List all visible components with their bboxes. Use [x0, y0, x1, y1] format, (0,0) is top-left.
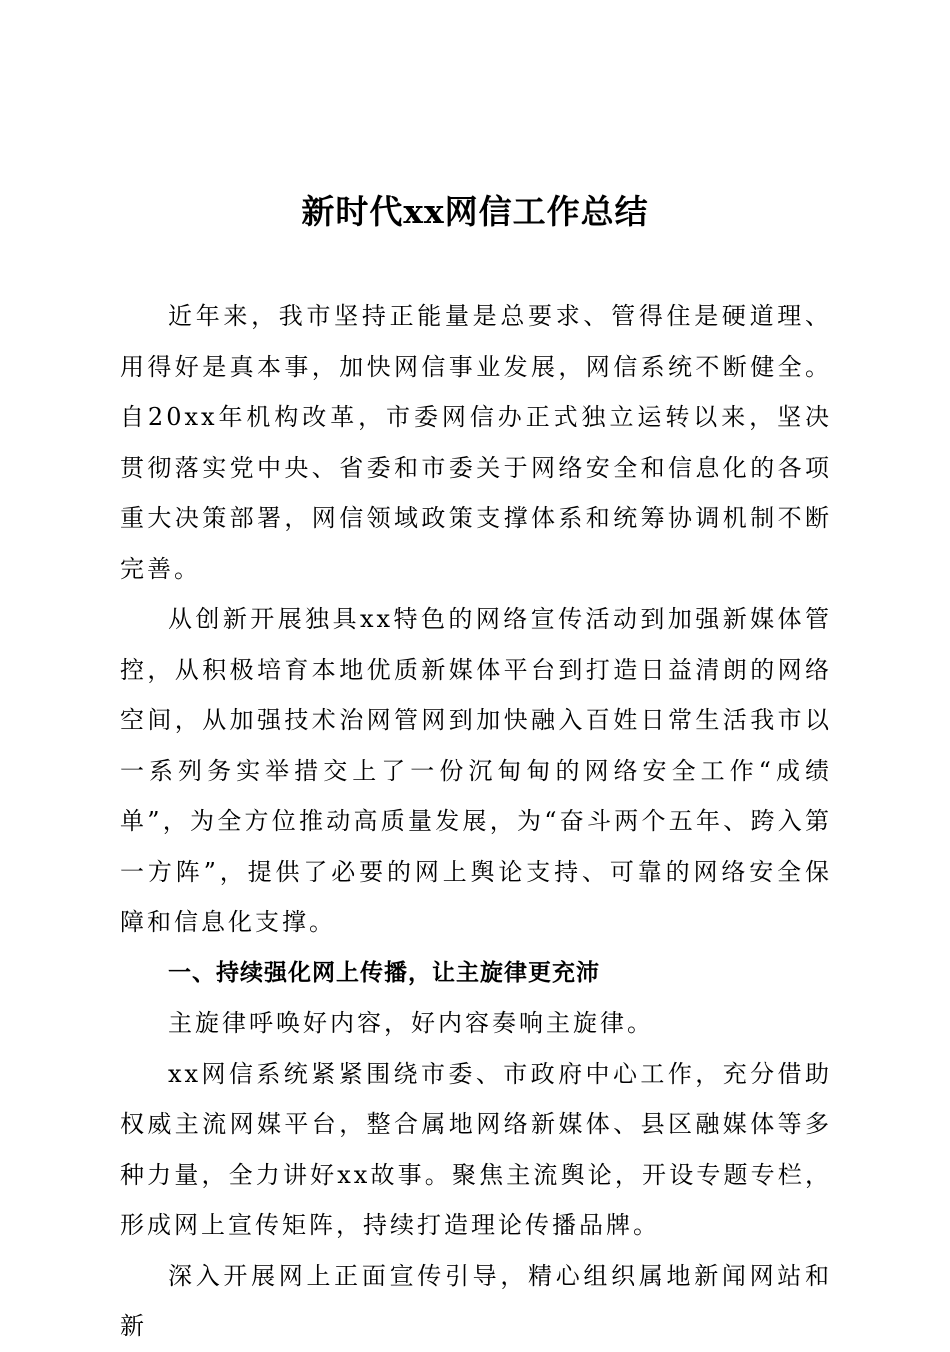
- intro-paragraph-1: 近年来，我市坚持正能量是总要求、管得住是硬道理、用得好是真本事，加快网信事业发展，网信系统不断健全。自20xx年机构改革，市委网信办正式独立运转以来，坚决贯彻落实党中央、省委和市委关于网络安全和信息化的各项重大决策部署，网信领域政策支撑体系和统筹协调机制不断完善。: [120, 302, 832, 583]
- document-title: 新时代xx网信工作总结: [301, 192, 649, 231]
- section-paragraph-1: 主旋律呼唤好内容，好内容奏响主旋律。: [168, 1009, 654, 1037]
- section-paragraph-3: 深入开展网上正面宣传引导，精心组织属地新闻网站和新: [120, 1261, 832, 1340]
- document-body: [120, 291, 832, 1352]
- section-paragraph-2: xx网信系统紧紧围绕市委、市政府中心工作，充分借助权威主流网媒平台，整合属地网络新媒体、县区融媒体等多种力量，全力讲好xx故事。聚焦主流舆论，开设专题专栏，形成网上宣传矩阵，持续打造理论传播品牌。: [120, 1059, 832, 1239]
- section-heading: 一、持续强化网上传播，让主旋律更充沛: [168, 959, 600, 986]
- intro-paragraph-2: 从创新开展独具xx特色的网络宣传活动到加强新媒体管控，从积极培育本地优质新媒体平台到打造日益清朗的网络空间，从加强技术治网管网到加快融入百姓日常生活我市以一系列务实举措交上了一份沉甸甸的网络安全工作“成绩单”，为全方位推动高质量发展，为“奋斗两个五年、跨入第一方阵”，提供了必要的网上舆论支持、可靠的网络安全保障和信息化支撑。: [120, 605, 832, 936]
